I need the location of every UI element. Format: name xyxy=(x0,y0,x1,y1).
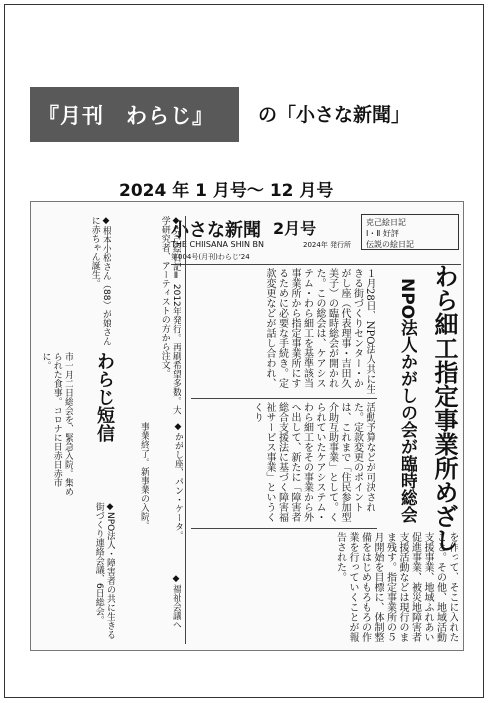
article-column-3: を作って、そこに入れたこと。その他、地域活動支援事業、地域ふれあい促進事業、被災地障害者支援活動などは現行のまま残す。指定事業所の５月開始を目標に、体制整備をはじめもろもろの作業を行っていくことが報告された。 xyxy=(334,532,458,642)
side-box-line: 伝説の絵日記 xyxy=(366,240,414,249)
masthead-title: 小さな新聞 xyxy=(171,220,261,241)
headline: わら細工指定事業所めざし xyxy=(430,264,458,552)
masthead-issue-number: 2月号 xyxy=(273,219,317,238)
brief-note: ◆NPO法人・障害者の共に生きる街づくり連絡会議、6日総会。 xyxy=(93,502,115,640)
side-box-ad xyxy=(361,214,459,250)
brief-note: ◆克己絵日記Ⅱ 2012年発行。再刷希望多数。大学研究者、アーティストの方から注文。 xyxy=(159,216,181,415)
brief-note: ◆かがし座、パン・ケータ。 xyxy=(173,422,183,540)
newspaper-clipping xyxy=(30,201,464,651)
masthead-rule xyxy=(171,264,461,265)
column-divider xyxy=(191,398,377,399)
side-box-line: 克己絵日記 xyxy=(366,218,406,227)
page-title-suffix: の「小さな新聞」 xyxy=(258,104,411,126)
section-divider xyxy=(185,216,186,644)
subheadline: NPO法人かがしの会が臨時総会 xyxy=(397,278,417,524)
masthead xyxy=(171,216,352,262)
brief-note: 事業終了。新事業の入院。 xyxy=(139,422,149,530)
brief-note: ◆福祉会議へ xyxy=(171,574,181,629)
masthead-issue-line: 第004号(月刊)わらじ'24 xyxy=(171,253,250,261)
brief-note: 市一月二日総会を、緊急入院。集められた食事。コロナに日赤日赤市に。 xyxy=(40,352,73,496)
column-divider xyxy=(191,528,377,529)
brief-title: わらじ短信 xyxy=(94,352,115,442)
date-range: 2024 年 1 月号～ 12 月号 xyxy=(119,181,334,201)
masthead-romanized: THE CHIISANA SHIN BN xyxy=(171,240,264,249)
page-title: 『月刊 わらじ』 xyxy=(30,87,239,142)
masthead-published: 2024年 発行所 xyxy=(303,241,352,249)
article-column-2: 活動予算などが可決された。定款変更のポイントは、これまで「住民参加型介助互助事業」として。くられていたケアシステム・わら細工をその事業から外へ出して、新たに「障害者総合支援法に基づく障害福祉サービス事業」というくくり xyxy=(251,402,375,522)
side-box-line: Ⅰ・Ⅱ 好評 xyxy=(366,229,399,238)
article-column-1: １月28日、NPO法人共に生きる街づくりセンター・かがし座（代表理事・吉田久美子）の臨時総会が開かれた。この総会は、ケアシステム・わら細工を基準該当事業所から指定事業所にするために必要な手続き。定款変更などが話し合われ、 xyxy=(264,268,375,395)
brief-note: ◆根本小松さん（88）が娘さんに赤ちゃん誕生。 xyxy=(89,216,111,346)
